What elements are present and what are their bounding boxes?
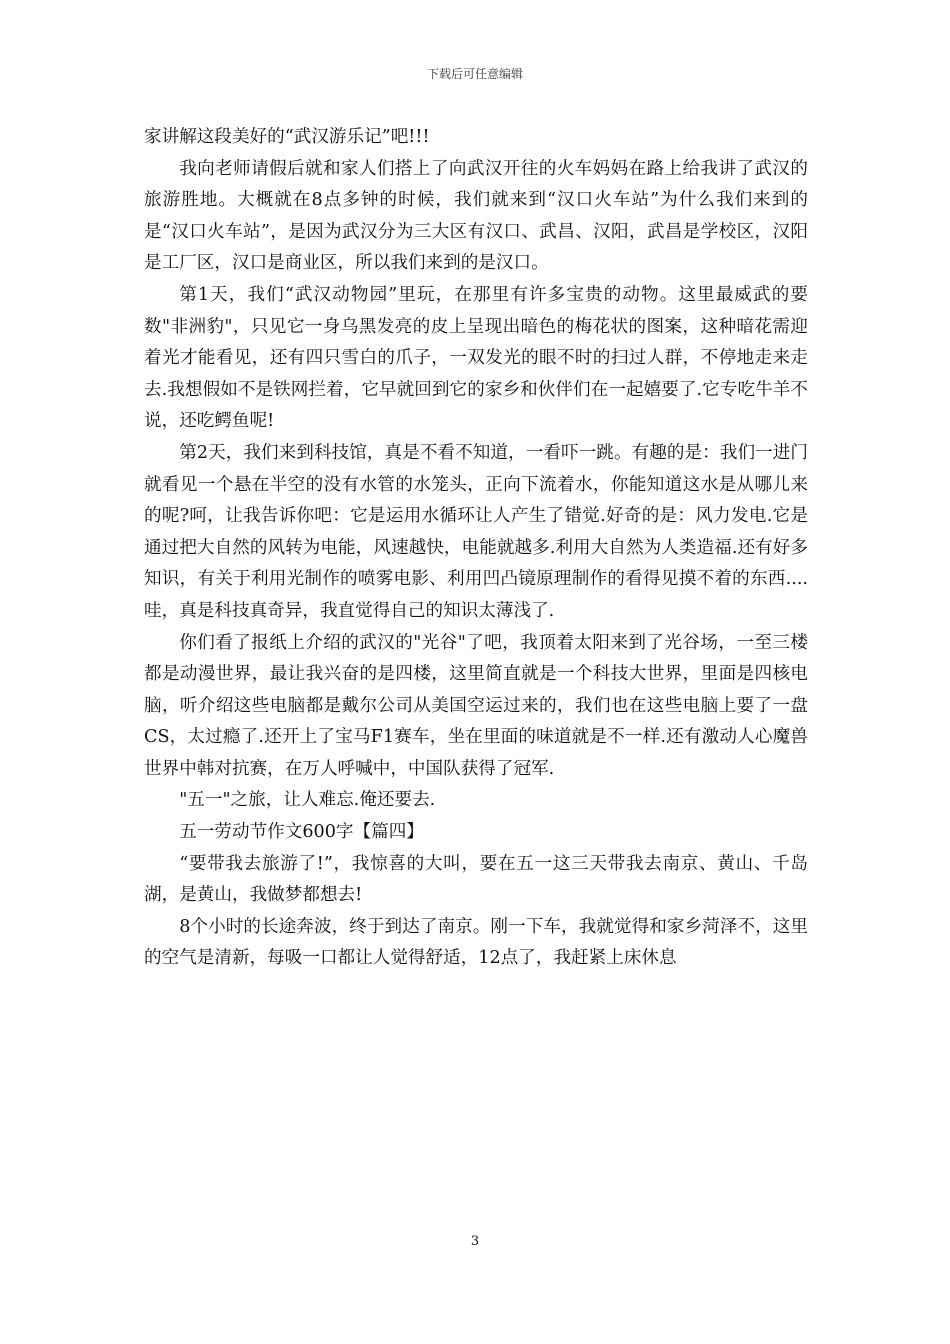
paragraph-4: 第2天，我们来到科技馆，真是不看不知道，一看吓一跳。有趣的是：我们一进门就看见一个悬在半空的没有水管的水笼头，正向下流着水，你能知道这水是从哪儿来的呢?呵，让我告诉你吧：它是运用水循环让人产生了错觉.好奇的是：风力发电.它是通过把大自然的风转为电能，风速越快，电能就越多.利用大自然为人类造福.还有好多知识，有关于利用光制作的喷雾电影、利用凹凸镜原理制作的看得见摸不着的东西....哇，真是科技真奇异，我直觉得自己的知识太薄浅了.	[144, 442, 808, 621]
paragraph-5: 你们看了报纸上介绍的武汉的"光谷"了吧，我顶着太阳来到了光谷场，一至三楼都是动漫世界，最让我兴奋的是四楼，这里简直就是一个科技大世界，里面是四核电脑，听介绍这些电脑都是戴尔公司从美国空运过来的，我们也在这些电脑上要了一盘CS，太过瘾了.还开上了宝马F1赛车，坐在里面的味道就是不一样.还有激动人心魔兽世界中韩对抗赛，在万人呼喊中，中国队获得了冠军.	[144, 632, 808, 779]
document-body	[144, 122, 808, 975]
paragraph-1: 家讲解这段美好的“武汉游乐记”吧!!!	[144, 127, 430, 147]
section-heading: 五一劳动节作文600字【篇四】	[179, 822, 424, 843]
paragraph-3: 第1天，我们“武汉动物园”里玩，在那里有许多宝贵的动物。这里最威武的要数"非洲豹"，只见它一身乌黑发亮的皮上呈现出暗色的梅花状的图案，这种暗花需迎着光才能看见，还有四只雪白的爪子，一双发光的眼不时的扫过人群，不停地走来走去.我想假如不是铁网拦着，它早就回到它的家乡和伙伴们在一起嬉要了.它专吃牛羊不说，还吃鳄鱼呢!	[144, 284, 808, 432]
page-header: 下载后可任意编辑	[426, 67, 523, 81]
paragraph-2: 我向老师请假后就和家人们搭上了向武汉开往的火车妈妈在路上给我讲了武汉的旅游胜地。大概就在8点多钟的时候，我们就来到“汉口火车站”为什么我们来到的是“汉口火车站”，是因为武汉分为三大区有汉口、武昌、汉阳，武昌是学校区，汉阳是工厂区，汉口是商业区，所以我们来到的是汉口。	[144, 158, 808, 274]
paragraph-7: “要带我去旅游了!”，我惊喜的大叫，要在五一这三天带我去南京、黄山、千岛湖，是黄山，我做梦都想去!	[144, 853, 808, 906]
paragraph-6: "五一"之旅，让人难忘.俺还要去.	[179, 790, 436, 811]
paragraph-8: 8个小时的长途奔波，终于到达了南京。刚一下车，我就觉得和家乡菏泽不，这里的空气是清新，每吸一口都让人觉得舒适，12点了，我赶紧上床休息	[144, 916, 808, 969]
page-number: 3	[470, 1234, 480, 1249]
